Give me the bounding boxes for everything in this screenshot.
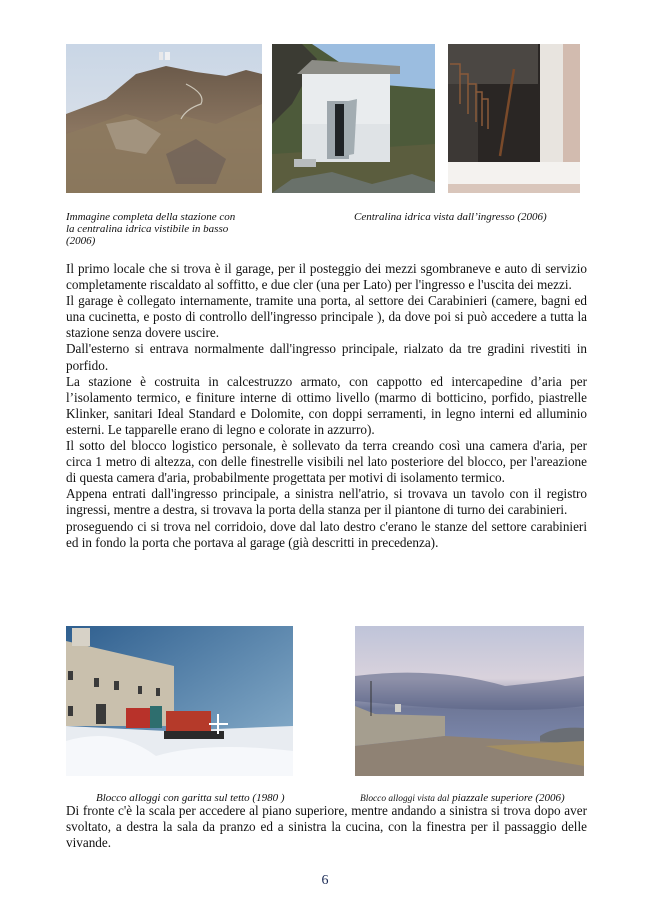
paragraph: Il primo locale che si trova è il garage, per il posteggio dei mezzi sgombraneve e auto di servizio completamente riscaldato al soffitto, e due cler (una per Lato) per l'ingresso e l'uscita dei mezzi. [66,261,587,293]
photo-lodging-block-1980 [66,626,293,776]
photo-station-overview [66,44,262,193]
paragraph: Il garage è collegato internamente, tramite una porta, al settore dei Carabinieri (camere, bagni ed una cucinetta, e posto di controllo dell'ingresso principale ), da dove poi si può accedere a tutta la stazione senza dovere uscire. [66,293,587,341]
page-number: 6 [321,873,329,888]
photo-water-station [272,44,435,193]
photo-lodging-block-2006 [355,626,584,776]
caption-station-overview: Immagine completa della stazione con la centralina idrica vistibile in basso (2006) [66,211,236,247]
paragraph: proseguendo ci si trova nel corridoio, dove dal lato destro c'erano le stanze del settore carabinieri ed in fondo la porta che portava al garage (già descritti in precedenza). [66,518,587,550]
body-text-bottom [66,803,587,851]
paragraph: Il sotto del blocco logistico personale, è sollevato da terra creando così una camera d'aria, per circa 1 metro di altezza, con delle finestrelle visibili nel lato posteriore del blocco, per l'areazione di questa camera d'aria, probabilmente progettata per motivi di isolamento termico. [66,438,587,486]
paragraph: Appena entrati dall'ingresso principale, a sinistra nell'atrio, si trovava un tavolo con il registro ingressi, mentre a destra, si trovava la porta della stanza per il piantone di turno dei carabinieri. [66,486,587,518]
caption-water-station: Centralina idrica vista dall’ingresso (2006) [354,211,547,223]
paragraph: La stazione è costruita in calcestruzzo armato, con cappotto ed intercapedine d’aria per l’isolamento termico, e finiture interne di ottimo livello (marmo di botticino, porfido, piastrelle Klinker, sanitari Ideal Standard e Dolomite, con doppi serramenti, in legno interni ed alluminio esterni. Le tapparelle erano di legno e colorate in azzurro). [66,373,587,437]
paragraph: Dall'esterno si entrava normalmente dall'ingresso principale, rialzato da tre gradini rivestiti in porfido. [66,341,587,373]
caption-part-small: Blocco alloggi vista dal [360,794,450,804]
caption-lodging-block-1980: Blocco alloggi con garitta sul tetto (1980 ) [96,792,285,804]
photo-water-station-interior [448,44,580,193]
caption-part-large: piazzale superiore (2006) [452,792,565,804]
paragraph: Di fronte c'è la scala per accedere al piano superiore, mentre andando a sinistra si trova dopo aver svoltato, a destra la sala da pranzo ed a sinistra la cucina, con la finestra per il passaggio delle vivande. [66,803,587,851]
body-text [66,261,587,551]
